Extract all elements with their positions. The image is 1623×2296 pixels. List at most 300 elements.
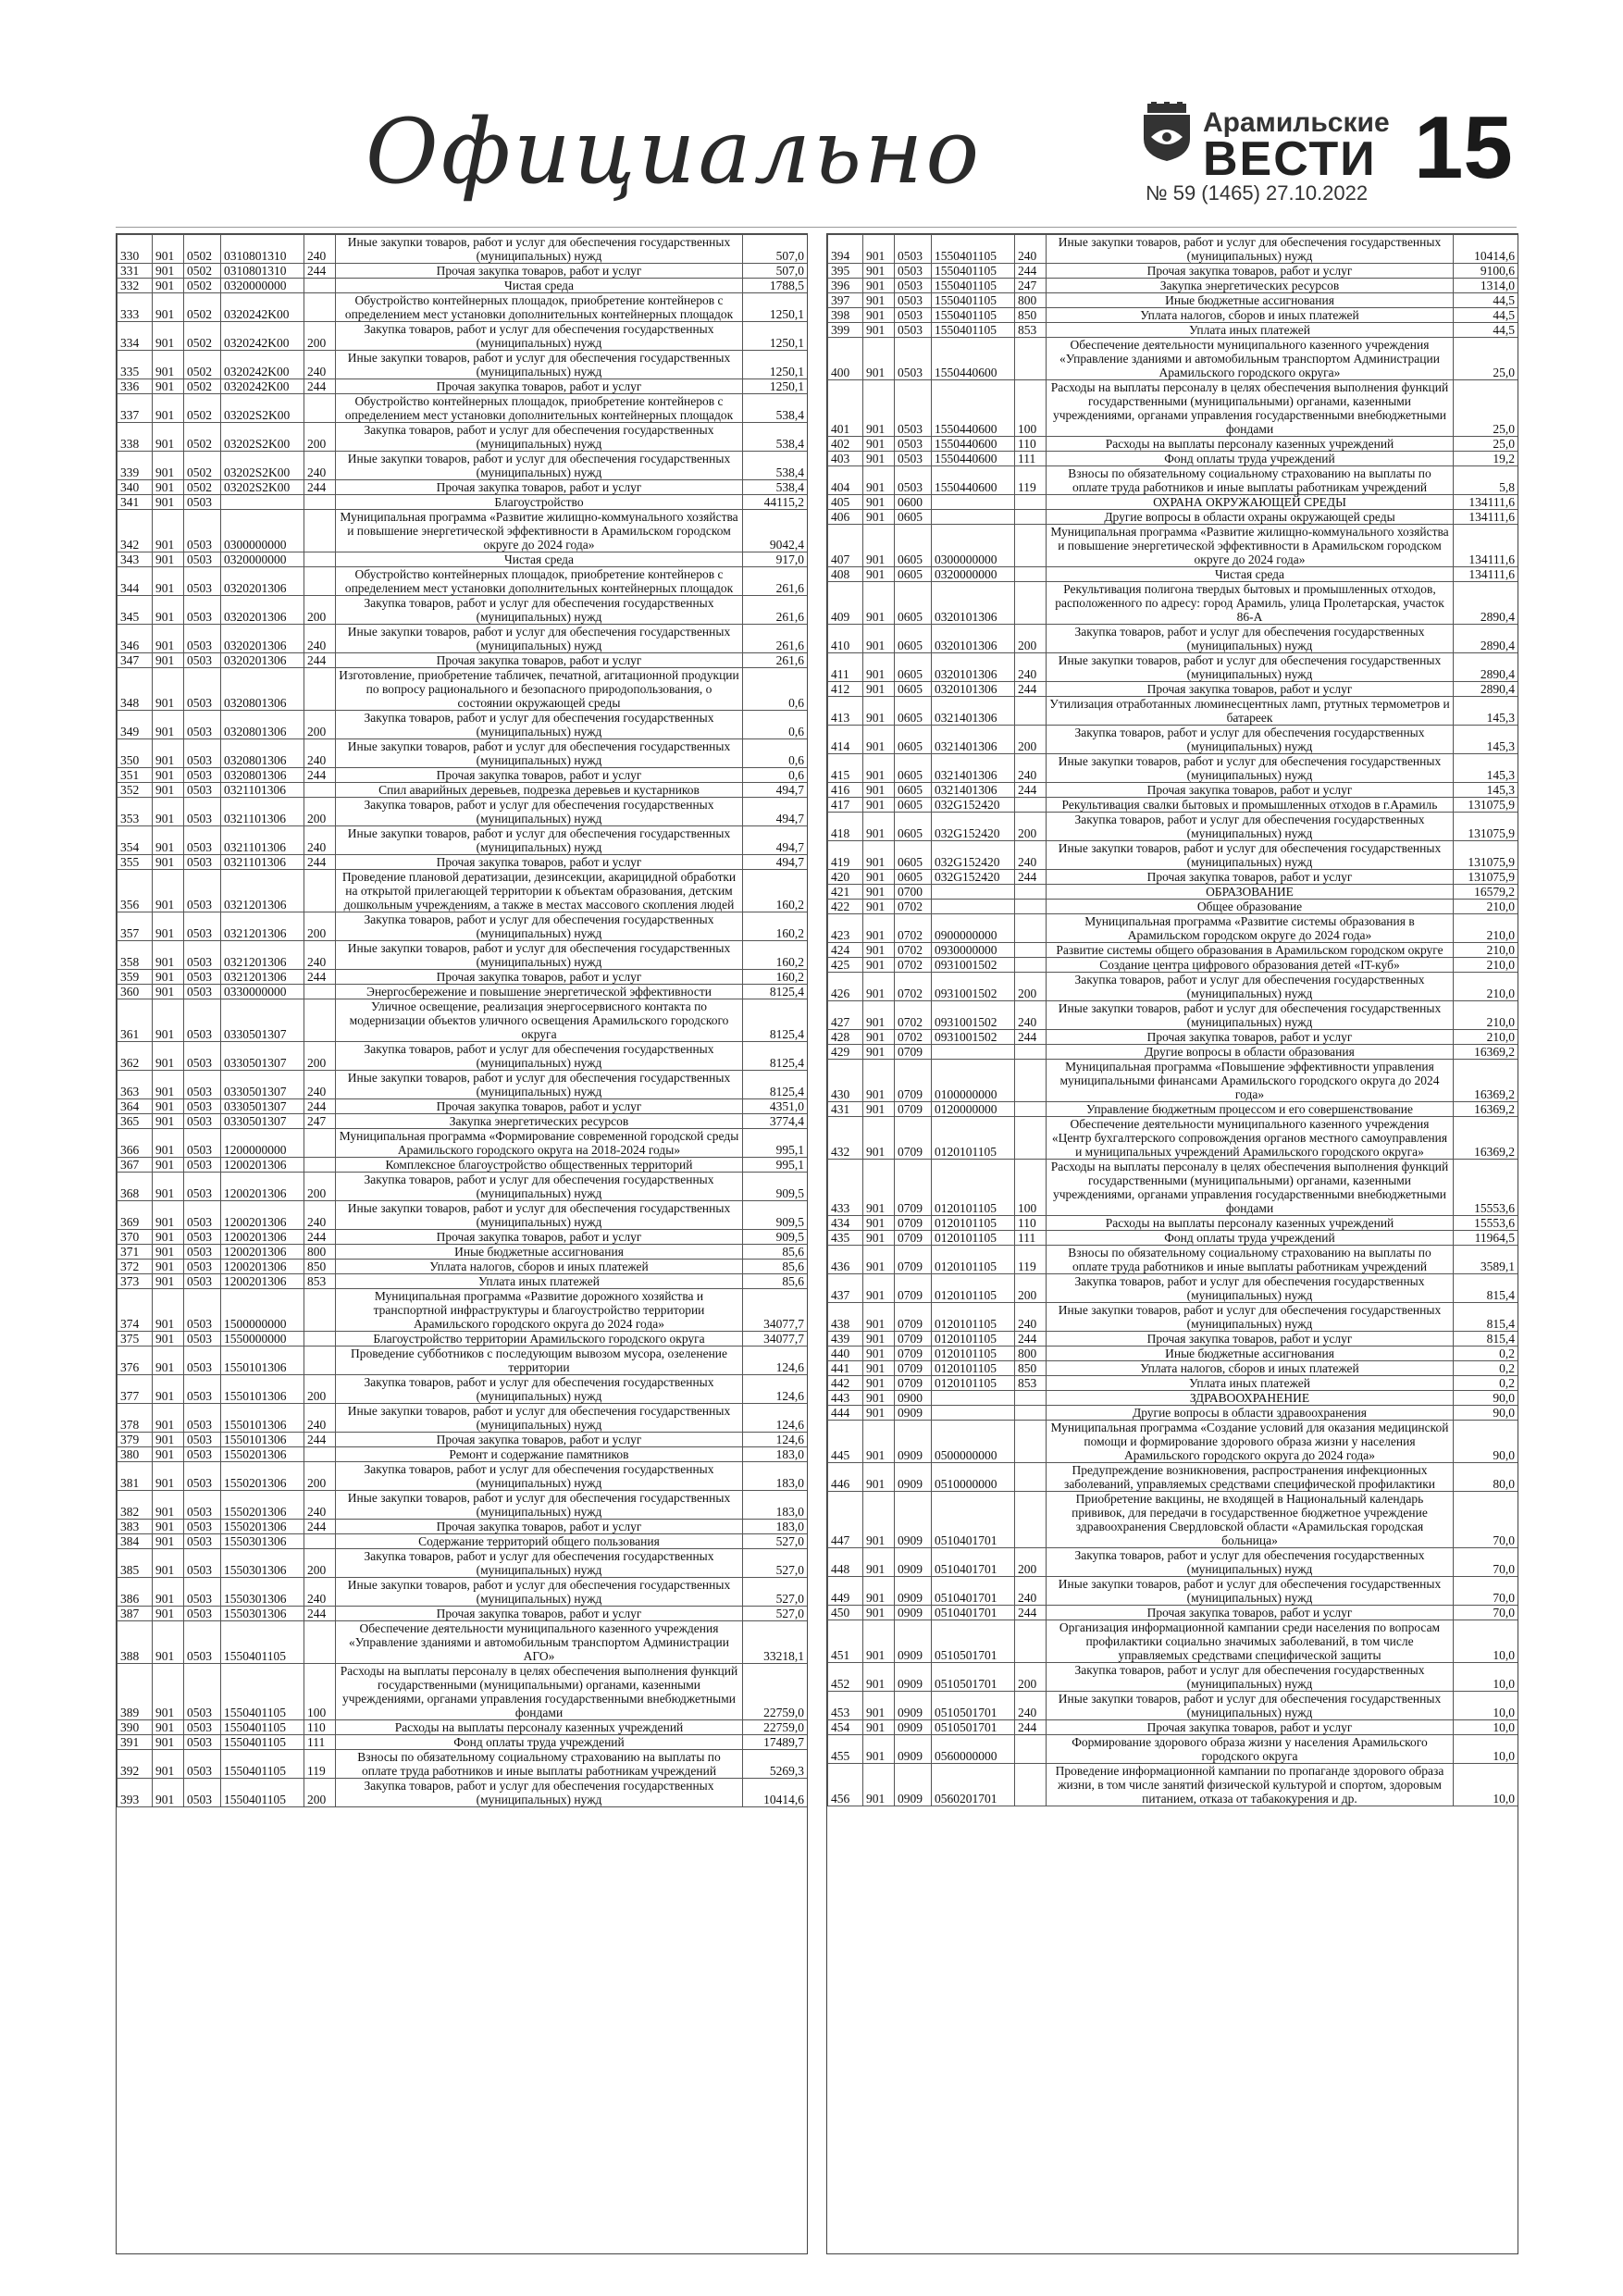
table-row	[118, 264, 808, 279]
row-number-cell: 356	[118, 870, 153, 912]
description-cell: Закупка товаров, работ и услуг для обеспечения государственных (муниципальных) нужд	[336, 711, 743, 739]
amount-cell: 2890,4	[1454, 625, 1518, 653]
target-article-cell: 0330501307	[221, 999, 304, 1042]
table-row	[828, 1045, 1518, 1060]
grbs-code-cell: 901	[153, 1447, 184, 1462]
description-cell: Закупка товаров, работ и услуг для обеспечения государственных (муниципальных) нужд	[336, 423, 743, 452]
expense-type-cell: 200	[304, 423, 336, 452]
description-cell: Закупка товаров, работ и услуг для обеспечения государственных (муниципальных) нужд	[336, 1462, 743, 1491]
row-number-cell: 416	[828, 783, 863, 798]
amount-cell: 909,5	[743, 1173, 808, 1201]
amount-cell: 210,0	[1454, 1030, 1518, 1045]
description-cell: Закупка товаров, работ и услуг для обеспечения государственных (муниципальных) нужд	[336, 1549, 743, 1578]
table-row	[828, 1391, 1518, 1406]
table-row	[118, 1158, 808, 1173]
target-article-cell: 0120101105	[932, 1361, 1015, 1376]
description-cell: Расходы на выплаты персоналу казенных учреждений	[1047, 437, 1454, 452]
amount-cell: 210,0	[1454, 900, 1518, 914]
section-code-cell: 0503	[184, 1534, 221, 1549]
table-row	[118, 1274, 808, 1289]
expense-type-cell: 240	[1015, 1001, 1047, 1030]
section-code-cell: 0605	[895, 726, 932, 754]
target-article-cell: 0330501307	[221, 1099, 304, 1114]
description-cell: Взносы по обязательному социальному страхованию на выплаты по оплате труда работников и иные выплаты работникам учреждений	[336, 1750, 743, 1779]
target-article-cell: 1550440600	[932, 466, 1015, 495]
table-row	[828, 973, 1518, 1001]
amount-cell: 261,6	[743, 653, 808, 668]
table-row	[828, 235, 1518, 264]
grbs-code-cell: 901	[153, 394, 184, 423]
section-code-cell: 0503	[184, 1129, 221, 1158]
row-number-cell: 378	[118, 1404, 153, 1433]
grbs-code-cell: 901	[153, 567, 184, 596]
grbs-code-cell: 901	[153, 826, 184, 855]
row-number-cell: 422	[828, 900, 863, 914]
description-cell: Закупка товаров, работ и услуг для обеспечения государственных (муниципальных) нужд	[1047, 625, 1454, 653]
amount-cell: 909,5	[743, 1230, 808, 1245]
target-article-cell: 0310801310	[221, 264, 304, 279]
row-number-cell: 358	[118, 941, 153, 970]
amount-cell: 25,0	[1454, 380, 1518, 437]
expense-type-cell: 100	[1015, 1160, 1047, 1216]
section-code-cell: 0709	[895, 1231, 932, 1246]
target-article-cell: 0320242K00	[221, 351, 304, 379]
expense-type-cell: 244	[1015, 264, 1047, 279]
target-article-cell: 032G152420	[932, 813, 1015, 841]
description-cell: Иные закупки товаров, работ и услуг для обеспечения государственных (муниципальных) нужд	[336, 351, 743, 379]
amount-cell: 145,3	[1454, 783, 1518, 798]
description-cell: Обеспечение деятельности муниципального казенного учреждения «Управление зданиями и автомобильным транспортом Администрации Арамильского городского округа»	[1047, 338, 1454, 380]
target-article-cell: 03202S2K00	[221, 480, 304, 495]
expense-type-cell: 244	[1015, 682, 1047, 697]
expense-type-cell: 244	[304, 1607, 336, 1621]
description-cell: Предупреждение возникновения, распространения инфекционных заболеваний, управляемых средствами специфической профилактики	[1047, 1463, 1454, 1492]
table-row	[118, 1042, 808, 1071]
table-row	[828, 726, 1518, 754]
grbs-code-cell: 901	[863, 813, 895, 841]
row-number-cell: 334	[118, 322, 153, 351]
description-cell: Прочая закупка товаров, работ и услуг	[336, 1433, 743, 1447]
row-number-cell: 444	[828, 1406, 863, 1421]
row-number-cell: 455	[828, 1735, 863, 1764]
description-cell: Закупка товаров, работ и услуг для обеспечения государственных (муниципальных) нужд	[336, 1779, 743, 1807]
target-article-cell: 0510501701	[932, 1663, 1015, 1692]
expense-type-cell	[1015, 914, 1047, 943]
table-row	[118, 1447, 808, 1462]
target-article-cell: 1550101306	[221, 1347, 304, 1375]
section-code-cell: 0900	[895, 1391, 932, 1406]
grbs-code-cell: 901	[153, 1549, 184, 1578]
target-article-cell: 0320801306	[221, 768, 304, 783]
amount-cell: 538,4	[743, 480, 808, 495]
grbs-code-cell: 901	[153, 1114, 184, 1129]
amount-cell: 131075,9	[1454, 870, 1518, 885]
table-row	[828, 1406, 1518, 1421]
description-cell: Иные закупки товаров, работ и услуг для обеспечения государственных (муниципальных) нужд	[1047, 1692, 1454, 1720]
amount-cell: 507,0	[743, 235, 808, 264]
row-number-cell: 419	[828, 841, 863, 870]
amount-cell: 90,0	[1454, 1421, 1518, 1463]
expense-type-cell	[304, 567, 336, 596]
grbs-code-cell: 901	[153, 798, 184, 826]
target-article-cell: 0510401701	[932, 1548, 1015, 1577]
target-article-cell: 0510401701	[932, 1606, 1015, 1620]
expense-type-cell: 247	[304, 1114, 336, 1129]
description-cell: Уплата налогов, сборов и иных платежей	[336, 1260, 743, 1274]
section-code-cell: 0503	[895, 466, 932, 495]
row-number-cell: 403	[828, 452, 863, 466]
amount-cell: 1788,5	[743, 279, 808, 293]
expense-type-cell: 853	[304, 1274, 336, 1289]
target-article-cell: 0510501701	[932, 1620, 1015, 1663]
row-number-cell: 331	[118, 264, 153, 279]
section-code-cell: 0503	[184, 855, 221, 870]
newspaper-logo	[1138, 102, 1397, 185]
grbs-code-cell: 901	[153, 480, 184, 495]
description-cell: Фонд оплаты труда учреждений	[1047, 452, 1454, 466]
description-cell: Закупка товаров, работ и услуг для обеспечения государственных (муниципальных) нужд	[336, 798, 743, 826]
table-row	[118, 970, 808, 985]
logo-line1: Арамильские	[1203, 107, 1390, 138]
grbs-code-cell: 901	[863, 1492, 895, 1548]
expense-type-cell: 200	[304, 1549, 336, 1578]
budget-table-right	[827, 234, 1518, 1806]
section-code-cell: 0909	[895, 1735, 932, 1764]
section-code-cell: 0503	[184, 798, 221, 826]
expense-type-cell: 244	[304, 768, 336, 783]
description-cell: Прочая закупка товаров, работ и услуг	[336, 1520, 743, 1534]
table-row	[828, 1060, 1518, 1102]
row-number-cell: 343	[118, 552, 153, 567]
table-row	[828, 323, 1518, 338]
target-article-cell: 0330501307	[221, 1114, 304, 1129]
description-cell: Обустройство контейнерных площадок, приобретение контейнеров с определением мест установки дополнительных контейнерных площадок	[336, 293, 743, 322]
expense-type-cell: 240	[304, 1404, 336, 1433]
grbs-code-cell: 901	[153, 596, 184, 625]
expense-type-cell: 244	[304, 379, 336, 394]
section-code-cell: 0503	[184, 1042, 221, 1071]
amount-cell: 527,0	[743, 1578, 808, 1607]
amount-cell: 1250,1	[743, 322, 808, 351]
expense-type-cell: 244	[304, 1433, 336, 1447]
expense-type-cell: 244	[1015, 870, 1047, 885]
section-code-cell: 0503	[184, 1099, 221, 1114]
row-number-cell: 384	[118, 1534, 153, 1549]
section-code-cell: 0502	[184, 279, 221, 293]
target-article-cell: 1550401105	[221, 1779, 304, 1807]
grbs-code-cell: 901	[863, 1692, 895, 1720]
amount-cell: 124,6	[743, 1347, 808, 1375]
amount-cell: 34077,7	[743, 1289, 808, 1332]
amount-cell: 44,5	[1454, 293, 1518, 308]
grbs-code-cell: 901	[863, 1160, 895, 1216]
target-article-cell: 1200201306	[221, 1173, 304, 1201]
section-code-cell: 0503	[184, 999, 221, 1042]
section-code-cell: 0605	[895, 653, 932, 682]
description-cell: Управление бюджетным процессом и его совершенствование	[1047, 1102, 1454, 1117]
description-cell: Иные бюджетные ассигнования	[1047, 1347, 1454, 1361]
description-cell: Иные бюджетные ассигнования	[336, 1245, 743, 1260]
target-article-cell: 0321101306	[221, 798, 304, 826]
grbs-code-cell: 901	[153, 452, 184, 480]
expense-type-cell: 200	[304, 1462, 336, 1491]
grbs-code-cell: 901	[863, 1117, 895, 1160]
table-row	[828, 1735, 1518, 1764]
grbs-code-cell: 901	[863, 1376, 895, 1391]
row-number-cell: 418	[828, 813, 863, 841]
section-code-cell: 0503	[184, 1433, 221, 1447]
amount-cell: 261,6	[743, 567, 808, 596]
expense-type-cell: 200	[1015, 1548, 1047, 1577]
target-article-cell: 1200201306	[221, 1245, 304, 1260]
grbs-code-cell: 901	[153, 739, 184, 768]
expense-type-cell	[1015, 1492, 1047, 1548]
amount-cell: 5,8	[1454, 466, 1518, 495]
description-cell: Другие вопросы в области охраны окружающей среды	[1047, 510, 1454, 525]
grbs-code-cell: 901	[863, 1216, 895, 1231]
grbs-code-cell: 901	[863, 1347, 895, 1361]
table-row	[118, 1347, 808, 1375]
row-number-cell: 429	[828, 1045, 863, 1060]
target-article-cell: 1550201306	[221, 1520, 304, 1534]
section-code-cell: 0503	[184, 1289, 221, 1332]
description-cell: Прочая закупка товаров, работ и услуг	[336, 1607, 743, 1621]
target-article-cell: 0320801306	[221, 668, 304, 711]
target-article-cell: 0330501307	[221, 1042, 304, 1071]
description-cell: Закупка товаров, работ и услуг для обеспечения государственных (муниципальных) нужд	[336, 596, 743, 625]
target-article-cell: 0300000000	[932, 525, 1015, 567]
target-article-cell	[932, 510, 1015, 525]
expense-type-cell	[1015, 1117, 1047, 1160]
table-row	[118, 510, 808, 552]
description-cell: Закупка товаров, работ и услуг для обеспечения государственных (муниципальных) нужд	[1047, 1274, 1454, 1303]
target-article-cell: 0321201306	[221, 912, 304, 941]
row-number-cell: 380	[118, 1447, 153, 1462]
description-cell: Прочая закупка товаров, работ и услуг	[1047, 783, 1454, 798]
table-row	[828, 1030, 1518, 1045]
grbs-code-cell: 901	[153, 235, 184, 264]
row-number-cell: 412	[828, 682, 863, 697]
target-article-cell: 1550201306	[221, 1462, 304, 1491]
row-number-cell: 450	[828, 1606, 863, 1620]
amount-cell: 160,2	[743, 941, 808, 970]
target-article-cell: 1550301306	[221, 1549, 304, 1578]
section-code-cell: 0503	[184, 653, 221, 668]
target-article-cell: 0120101105	[932, 1216, 1015, 1231]
expense-type-cell: 240	[304, 826, 336, 855]
grbs-code-cell: 901	[153, 1274, 184, 1289]
target-article-cell: 1550401105	[932, 293, 1015, 308]
grbs-code-cell: 901	[153, 1201, 184, 1230]
table-row	[828, 437, 1518, 452]
section-code-cell: 0503	[184, 1274, 221, 1289]
row-number-cell: 364	[118, 1099, 153, 1114]
section-code-cell: 0502	[184, 322, 221, 351]
row-number-cell: 344	[118, 567, 153, 596]
grbs-code-cell: 901	[153, 1230, 184, 1245]
target-article-cell: 0120101105	[932, 1160, 1015, 1216]
target-article-cell: 0321101306	[221, 826, 304, 855]
table-row	[828, 754, 1518, 783]
expense-type-cell: 244	[304, 855, 336, 870]
amount-cell: 995,1	[743, 1129, 808, 1158]
amount-cell: 17489,7	[743, 1735, 808, 1750]
amount-cell: 16369,2	[1454, 1117, 1518, 1160]
table-row	[118, 480, 808, 495]
amount-cell: 0,2	[1454, 1361, 1518, 1376]
section-code-cell: 0502	[184, 351, 221, 379]
target-article-cell: 0321401306	[932, 697, 1015, 726]
amount-cell: 1250,1	[743, 293, 808, 322]
grbs-code-cell: 901	[863, 1620, 895, 1663]
table-row	[828, 1102, 1518, 1117]
expense-type-cell	[1015, 1102, 1047, 1117]
table-row	[118, 1375, 808, 1404]
target-article-cell: 0510501701	[932, 1720, 1015, 1735]
target-article-cell: 1550401105	[932, 279, 1015, 293]
description-cell: Иные закупки товаров, работ и услуг для обеспечения государственных (муниципальных) нужд	[336, 235, 743, 264]
section-code-cell: 0503	[184, 567, 221, 596]
target-article-cell: 0510000000	[932, 1463, 1015, 1492]
table-row	[828, 943, 1518, 958]
row-number-cell: 432	[828, 1117, 863, 1160]
section-code-cell: 0605	[895, 582, 932, 625]
expense-type-cell: 853	[1015, 1376, 1047, 1391]
expense-type-cell: 850	[1015, 1361, 1047, 1376]
amount-cell: 22759,0	[743, 1664, 808, 1720]
description-cell: Прочая закупка товаров, работ и услуг	[336, 1230, 743, 1245]
table-row	[828, 1720, 1518, 1735]
description-cell: Муниципальная программа «Повышение эффективности управления муниципальными финансами Арамильского городского округа до 2024 года»	[1047, 1060, 1454, 1102]
target-article-cell: 1200201306	[221, 1260, 304, 1274]
row-number-cell: 390	[118, 1720, 153, 1735]
table-row	[118, 653, 808, 668]
amount-cell: 10,0	[1454, 1663, 1518, 1692]
table-row	[828, 380, 1518, 437]
grbs-code-cell: 901	[153, 1664, 184, 1720]
grbs-code-cell: 901	[153, 351, 184, 379]
row-number-cell: 371	[118, 1245, 153, 1260]
section-code-cell: 0503	[184, 1779, 221, 1807]
row-number-cell: 342	[118, 510, 153, 552]
description-cell: Проведение плановой дератизации, дезинсекции, акарицидной обработки на открытой прилегающей территории к объектам образования, детским дошкольным учреждениям, а также в местах массового скопления людей	[336, 870, 743, 912]
grbs-code-cell: 901	[153, 870, 184, 912]
grbs-code-cell: 901	[863, 1045, 895, 1060]
section-code-cell: 0605	[895, 567, 932, 582]
target-article-cell: 0321401306	[932, 726, 1015, 754]
expense-type-cell: 100	[304, 1664, 336, 1720]
section-code-cell: 0502	[184, 379, 221, 394]
table-row	[828, 466, 1518, 495]
amount-cell: 4351,0	[743, 1099, 808, 1114]
target-article-cell: 0320201306	[221, 625, 304, 653]
amount-cell: 34077,7	[743, 1332, 808, 1347]
row-number-cell: 372	[118, 1260, 153, 1274]
table-row	[118, 1071, 808, 1099]
description-cell: Содержание территорий общего пользования	[336, 1534, 743, 1549]
expense-type-cell	[304, 1347, 336, 1375]
expense-type-cell	[304, 293, 336, 322]
description-cell: Расходы на выплаты персоналу в целях обеспечения выполнения функций государственными (муниципальными) органами, казенными учреждениями, органами управления государственными внебюджетными фондами	[1047, 380, 1454, 437]
amount-cell: 0,6	[743, 668, 808, 711]
amount-cell: 124,6	[743, 1433, 808, 1447]
table-row	[828, 510, 1518, 525]
table-row	[118, 826, 808, 855]
section-code-cell: 0702	[895, 943, 932, 958]
target-article-cell: 1550301306	[221, 1578, 304, 1607]
table-row	[828, 1347, 1518, 1361]
expense-type-cell: 111	[304, 1735, 336, 1750]
description-cell: Прочая закупка товаров, работ и услуг	[1047, 1720, 1454, 1735]
row-number-cell: 409	[828, 582, 863, 625]
description-cell: Расходы на выплаты персоналу в целях обеспечения выполнения функций государственными (муниципальными) органами, казенными учреждениями, органами управления государственными внебюджетными фондами	[336, 1664, 743, 1720]
target-article-cell: 0320101306	[932, 582, 1015, 625]
grbs-code-cell: 901	[153, 985, 184, 999]
target-article-cell: 1550301306	[221, 1607, 304, 1621]
section-code-cell: 0503	[895, 323, 932, 338]
table-row	[118, 1245, 808, 1260]
row-number-cell: 452	[828, 1663, 863, 1692]
description-cell: Закупка энергетических ресурсов	[1047, 279, 1454, 293]
row-number-cell: 445	[828, 1421, 863, 1463]
section-code-cell: 0605	[895, 525, 932, 567]
expense-type-cell	[1015, 1060, 1047, 1102]
left-column	[116, 233, 808, 2254]
expense-type-cell: 244	[1015, 1720, 1047, 1735]
target-article-cell: 0321201306	[221, 870, 304, 912]
expense-type-cell: 244	[304, 970, 336, 985]
row-number-cell: 339	[118, 452, 153, 480]
row-number-cell: 431	[828, 1102, 863, 1117]
expense-type-cell: 110	[1015, 437, 1047, 452]
section-code-cell: 0605	[895, 697, 932, 726]
row-number-cell: 425	[828, 958, 863, 973]
expense-type-cell	[304, 1289, 336, 1332]
row-number-cell: 341	[118, 495, 153, 510]
target-article-cell	[932, 1391, 1015, 1406]
section-code-cell: 0503	[184, 970, 221, 985]
expense-type-cell	[1015, 1421, 1047, 1463]
section-code-cell: 0909	[895, 1548, 932, 1577]
description-cell: Иные закупки товаров, работ и услуг для обеспечения государственных (муниципальных) нужд	[1047, 1577, 1454, 1606]
grbs-code-cell: 901	[863, 1332, 895, 1347]
target-article-cell: 1550201306	[221, 1491, 304, 1520]
row-number-cell: 350	[118, 739, 153, 768]
section-code-cell: 0605	[895, 841, 932, 870]
description-cell: Фонд оплаты труда учреждений	[336, 1735, 743, 1750]
description-cell: Другие вопросы в области здравоохранения	[1047, 1406, 1454, 1421]
grbs-code-cell: 901	[863, 1663, 895, 1692]
target-article-cell: 0330501307	[221, 1071, 304, 1099]
description-cell: Иные закупки товаров, работ и услуг для обеспечения государственных (муниципальных) нужд	[336, 1071, 743, 1099]
table-row	[828, 293, 1518, 308]
description-cell: Иные бюджетные ассигнования	[1047, 293, 1454, 308]
description-cell: Уплата иных платежей	[1047, 323, 1454, 338]
row-number-cell: 410	[828, 625, 863, 653]
description-cell: Приобретение вакцины, не входящей в Национальный календарь прививок, для передачи в государственное бюджетное учреждение здравоохранения Свердловской области «Арамильская городская больница»	[1047, 1492, 1454, 1548]
target-article-cell: 0120101105	[932, 1347, 1015, 1361]
description-cell: Рекультивация полигона твердых бытовых и промышленных отходов, расположенного по адресу: город Арамиль, улица Пролетарская, участок 86-А	[1047, 582, 1454, 625]
section-code-cell: 0709	[895, 1246, 932, 1274]
expense-type-cell	[304, 668, 336, 711]
expense-type-cell: 800	[1015, 293, 1047, 308]
section-code-cell: 0503	[895, 279, 932, 293]
amount-cell: 25,0	[1454, 437, 1518, 452]
row-number-cell: 346	[118, 625, 153, 653]
description-cell: Муниципальная программа «Развитие системы образования в Арамильском городском округе до 2024 года»	[1047, 914, 1454, 943]
target-article-cell	[932, 900, 1015, 914]
row-number-cell: 406	[828, 510, 863, 525]
